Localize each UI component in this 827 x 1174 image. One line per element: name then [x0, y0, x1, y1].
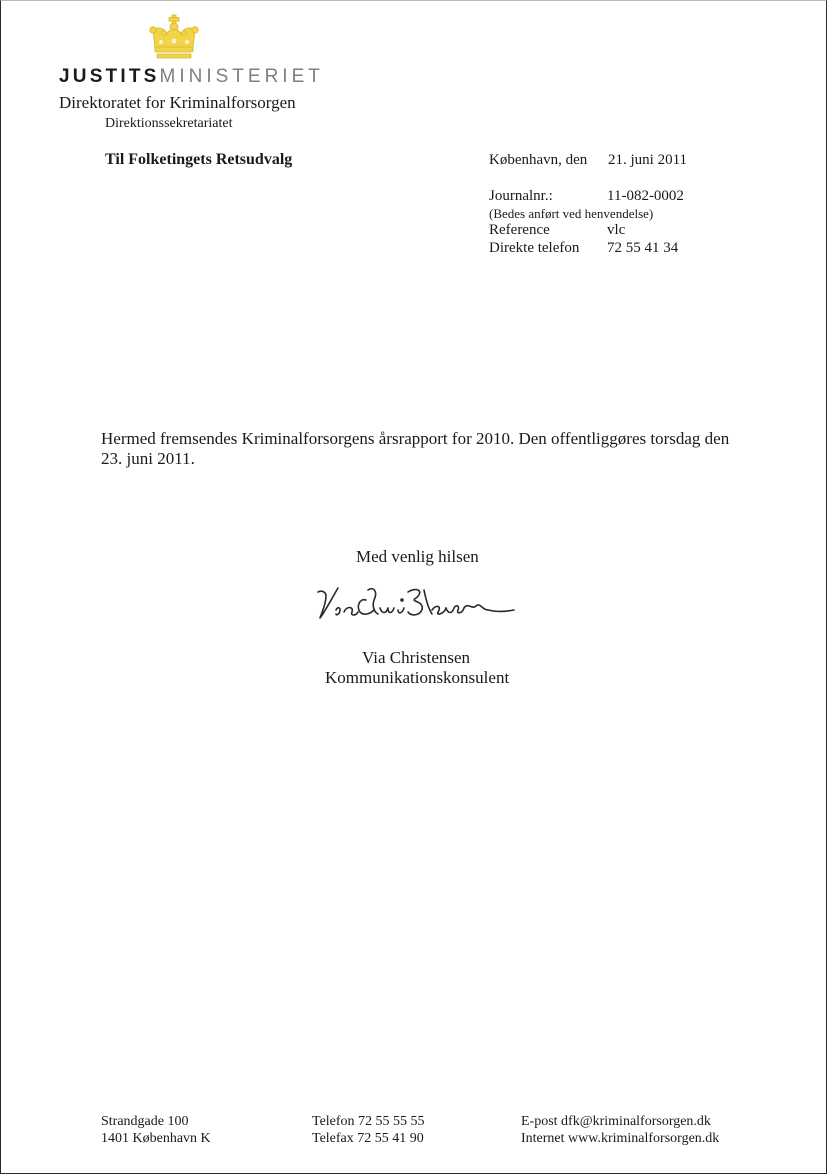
ministry-logotype — [59, 66, 324, 88]
handwritten-signature — [312, 580, 518, 624]
recipient: Til Folketingets Retsudvalg — [105, 151, 293, 168]
direct-phone-label: Direkte telefon — [489, 240, 580, 256]
direct-phone-value: 72 55 41 34 — [607, 240, 679, 256]
body-line-1: Hermed fremsendes Kriminalforsorgens årsrapport for 2010. Den offentliggøres torsdag den — [101, 429, 730, 448]
letter-date: 21. juni 2011 — [608, 152, 688, 168]
reference-label: Reference — [489, 222, 550, 238]
footer-telefax: Telefax 72 55 41 90 — [312, 1131, 424, 1146]
footer-street: Strandgade 100 — [101, 1114, 189, 1129]
crown-logo-icon — [147, 14, 201, 60]
journal-number: 11-082-0002 — [607, 188, 684, 204]
signatory-title: Kommunikationskonsulent — [325, 668, 510, 687]
reference-value: vlc — [607, 222, 626, 238]
journal-note: (Bedes anført ved henvendelse) — [489, 206, 654, 221]
footer-email: E-post dfk@kriminalforsorgen.dk — [521, 1114, 711, 1129]
body-line-2: 23. juni 2011. — [101, 449, 195, 468]
signatory-name: Via Christensen — [362, 648, 471, 667]
ministry-name-bold: JUSTITS — [59, 66, 160, 87]
city-date-label: København, den — [489, 152, 588, 168]
sub-department-name: Direktionssekretariatet — [105, 116, 233, 131]
footer-postal: 1401 København K — [101, 1131, 211, 1146]
closing-greeting: Med venlig hilsen — [356, 547, 479, 566]
ministry-name-light: MINISTERIET — [159, 66, 324, 87]
footer-internet: Internet www.kriminalforsorgen.dk — [521, 1131, 720, 1146]
footer-telephone: Telefon 72 55 55 55 — [312, 1114, 425, 1129]
letter-body — [101, 429, 741, 469]
journal-label: Journalnr.: — [489, 188, 553, 204]
department-name: Direktoratet for Kriminalforsorgen — [59, 93, 296, 112]
